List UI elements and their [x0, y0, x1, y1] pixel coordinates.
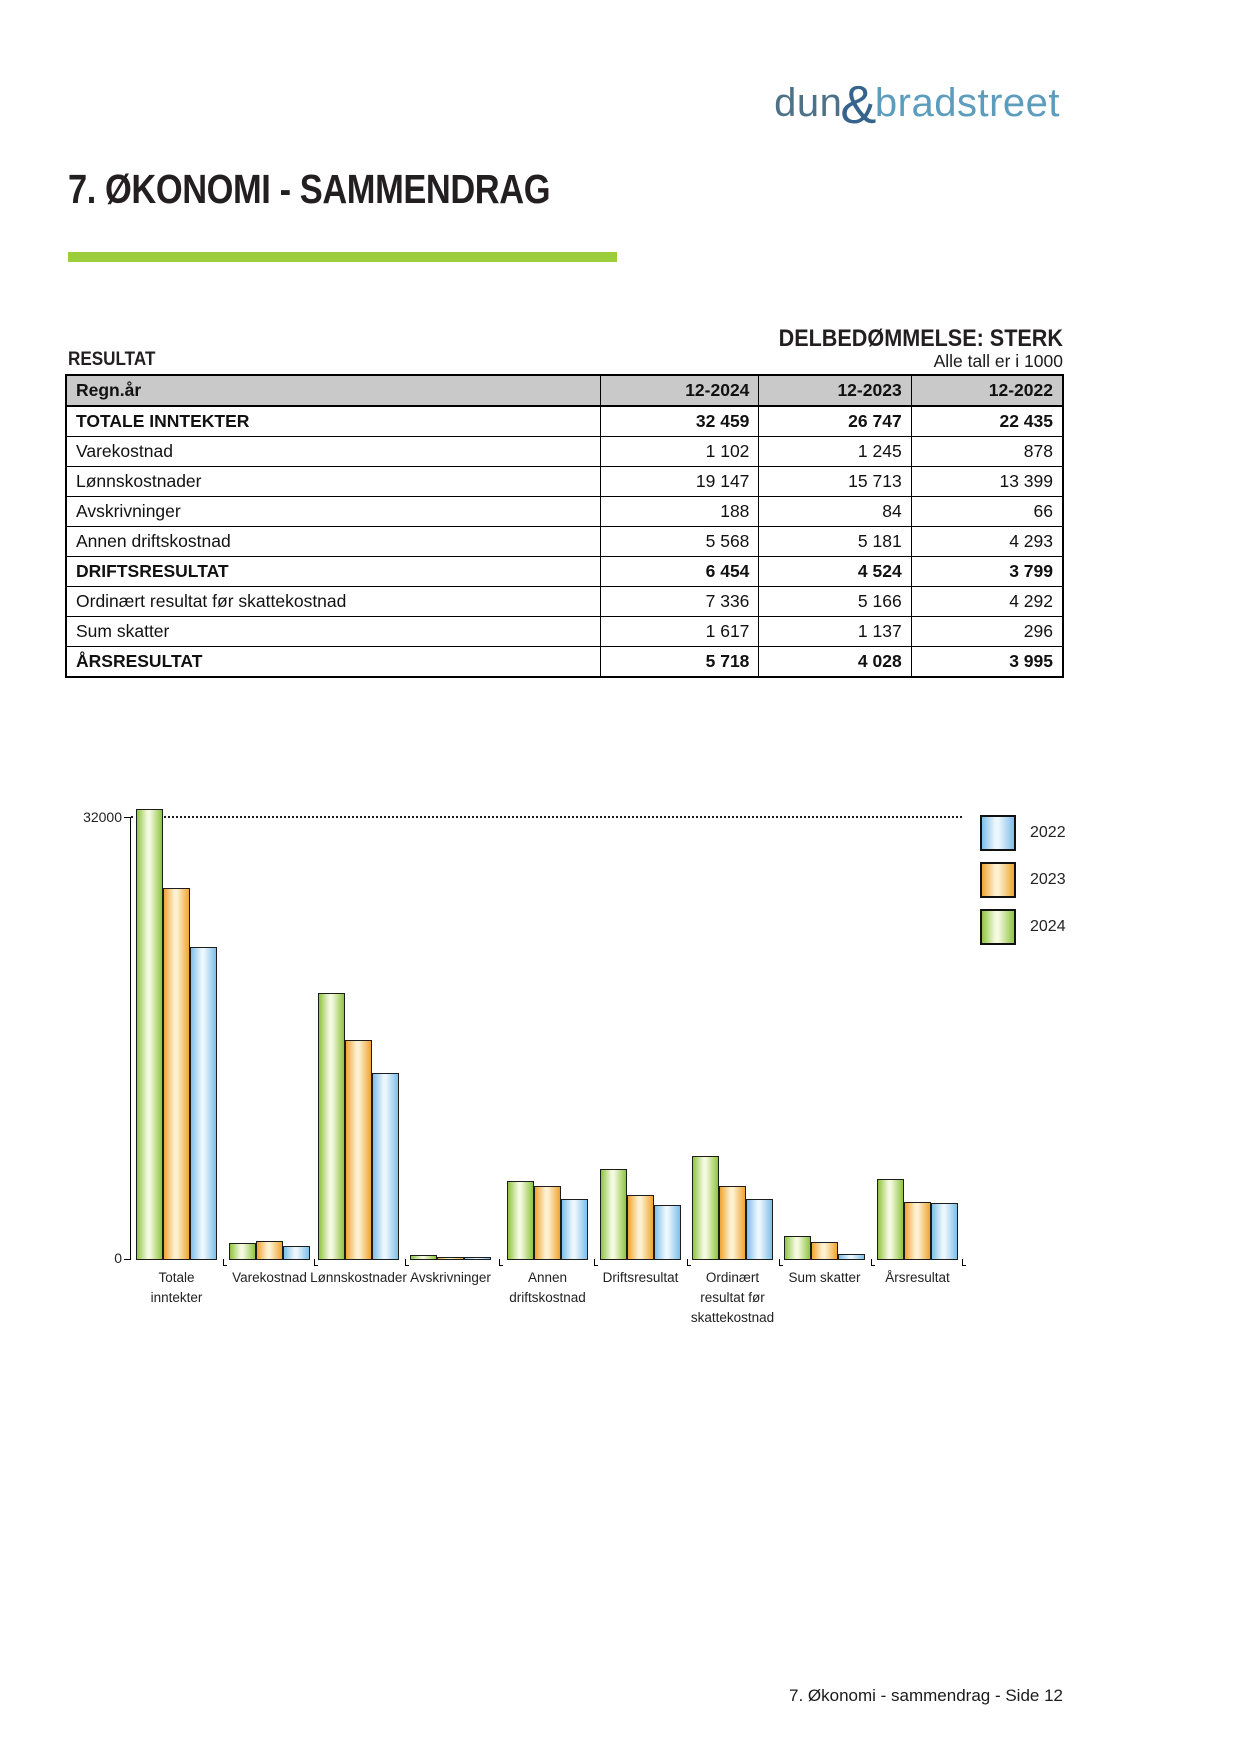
bar-2022	[190, 947, 217, 1260]
bar-2022	[372, 1073, 399, 1260]
row-value: 26 747	[759, 406, 911, 437]
bar-2023	[719, 1186, 746, 1260]
row-value: 1 245	[759, 437, 911, 467]
bar-2022	[746, 1199, 773, 1260]
bar-2022	[283, 1246, 310, 1260]
row-label: Annen driftskostnad	[66, 527, 601, 557]
bar-2023	[163, 888, 190, 1260]
row-value: 19 147	[601, 467, 759, 497]
bar-group	[877, 817, 958, 1260]
bar-group	[600, 817, 681, 1260]
row-value: 22 435	[911, 406, 1063, 437]
row-label: Sum skatter	[66, 617, 601, 647]
row-label: DRIFTSRESULTAT	[66, 557, 601, 587]
bar-2023	[627, 1195, 654, 1260]
row-value: 5 568	[601, 527, 759, 557]
row-value: 15 713	[759, 467, 911, 497]
y-axis-tick-label-zero: 0	[114, 1250, 122, 1266]
x-axis-category-label: Totale inntekter	[150, 1270, 203, 1305]
bar-group	[136, 817, 217, 1260]
x-axis-category-label: Driftsresultat	[602, 1270, 679, 1285]
column-header-2022: 12-2022	[911, 375, 1063, 406]
x-axis-tick	[687, 1259, 688, 1266]
x-axis-category-label: Ordinært resultat før skattekostnad	[690, 1270, 775, 1325]
bar-2022	[838, 1254, 865, 1260]
x-axis-category-label: Årsresultat	[885, 1270, 950, 1285]
row-value: 5 166	[759, 587, 911, 617]
y-axis-line	[130, 817, 131, 1260]
bar-2024	[692, 1156, 719, 1260]
row-value: 878	[911, 437, 1063, 467]
row-value: 66	[911, 497, 1063, 527]
row-value: 4 293	[911, 527, 1063, 557]
row-value: 84	[759, 497, 911, 527]
column-header-2023: 12-2023	[759, 375, 911, 406]
legend-label-2022: 2022	[1030, 824, 1066, 841]
row-label: TOTALE INNTEKTER	[66, 406, 601, 437]
legend-label-2024: 2024	[1030, 918, 1066, 935]
x-axis-tick	[405, 1259, 406, 1266]
x-axis-tick	[962, 1259, 963, 1266]
bar-2024	[877, 1179, 904, 1260]
bar-2023	[437, 1257, 464, 1260]
row-value: 3 799	[911, 557, 1063, 587]
units-note: Alle tall er i 1000	[933, 351, 1063, 371]
bar-2023	[256, 1241, 283, 1260]
row-value: 1 617	[601, 617, 759, 647]
legend-swatch-2022	[980, 815, 1016, 851]
logo-ampersand-icon: &	[840, 75, 877, 135]
row-value: 1 137	[759, 617, 911, 647]
column-header-2024: 12-2024	[601, 375, 759, 406]
row-value: 4 524	[759, 557, 911, 587]
row-value: 13 399	[911, 467, 1063, 497]
bar-group	[692, 817, 773, 1260]
row-value: 7 336	[601, 587, 759, 617]
x-axis-category-label: Avskrivninger	[410, 1270, 491, 1285]
legend-swatch-2023	[980, 862, 1016, 898]
column-header-regnaar: Regn.år	[66, 375, 601, 406]
row-value: 32 459	[601, 406, 759, 437]
row-value: 188	[601, 497, 759, 527]
bar-2024	[600, 1169, 627, 1260]
row-label: Ordinært resultat før skattekostnad	[66, 587, 601, 617]
bar-2022	[464, 1257, 491, 1260]
page-footer: 7. Økonomi - sammendrag - Side 12	[788, 1686, 1063, 1705]
bar-2023	[811, 1242, 838, 1260]
bar-group	[318, 817, 399, 1260]
bar-2024	[229, 1243, 256, 1260]
x-axis-category-label: Varekostnad	[232, 1270, 307, 1285]
logo-text-dun: dun	[774, 81, 843, 125]
row-value: 1 102	[601, 437, 759, 467]
row-value: 6 454	[601, 557, 759, 587]
row-value: 3 995	[911, 647, 1063, 678]
bar-2024	[507, 1181, 534, 1260]
row-label: Lønnskostnader	[66, 467, 601, 497]
y-axis-tick-label-max: 32000	[83, 809, 122, 825]
row-label: Varekostnad	[66, 437, 601, 467]
row-label: Avskrivninger	[66, 497, 601, 527]
page-title: 7. ØKONOMI - SAMMENDRAG	[68, 166, 551, 212]
assessment-heading: DELBEDØMMELSE: STERK	[778, 325, 1063, 352]
bar-2023	[345, 1040, 372, 1260]
x-axis-category-label: Lønnskostnader	[310, 1270, 407, 1285]
bar-2023	[534, 1186, 561, 1260]
x-axis-tick	[871, 1259, 872, 1266]
bar-2024	[784, 1236, 811, 1260]
bar-group	[784, 817, 865, 1260]
x-axis-tick	[314, 1259, 315, 1266]
bar-2024	[410, 1255, 437, 1260]
bar-group	[507, 817, 588, 1260]
row-value: 296	[911, 617, 1063, 647]
bar-2023	[904, 1202, 931, 1260]
bar-2022	[654, 1205, 681, 1260]
x-axis-tick	[223, 1259, 224, 1266]
section-label: RESULTAT	[68, 349, 156, 370]
legend-label-2023: 2023	[1030, 871, 1066, 888]
x-axis-category-label: Annen driftskostnad	[509, 1270, 586, 1305]
bar-2024	[318, 993, 345, 1260]
row-label: ÅRSRESULTAT	[66, 647, 601, 678]
x-axis-category-label: Sum skatter	[788, 1270, 861, 1285]
x-axis-tick	[594, 1259, 595, 1266]
row-value: 5 718	[601, 647, 759, 678]
row-value: 4 292	[911, 587, 1063, 617]
bar-2022	[561, 1199, 588, 1260]
row-value: 5 181	[759, 527, 911, 557]
x-axis-tick	[779, 1259, 780, 1266]
logo-text-bradstreet: bradstreet	[874, 81, 1060, 125]
x-axis-tick	[499, 1259, 500, 1266]
bar-group	[410, 817, 491, 1260]
bar-2022	[931, 1203, 958, 1260]
row-value: 4 028	[759, 647, 911, 678]
legend-swatch-2024	[980, 909, 1016, 945]
bar-group	[229, 817, 310, 1260]
bar-2024	[136, 809, 163, 1260]
